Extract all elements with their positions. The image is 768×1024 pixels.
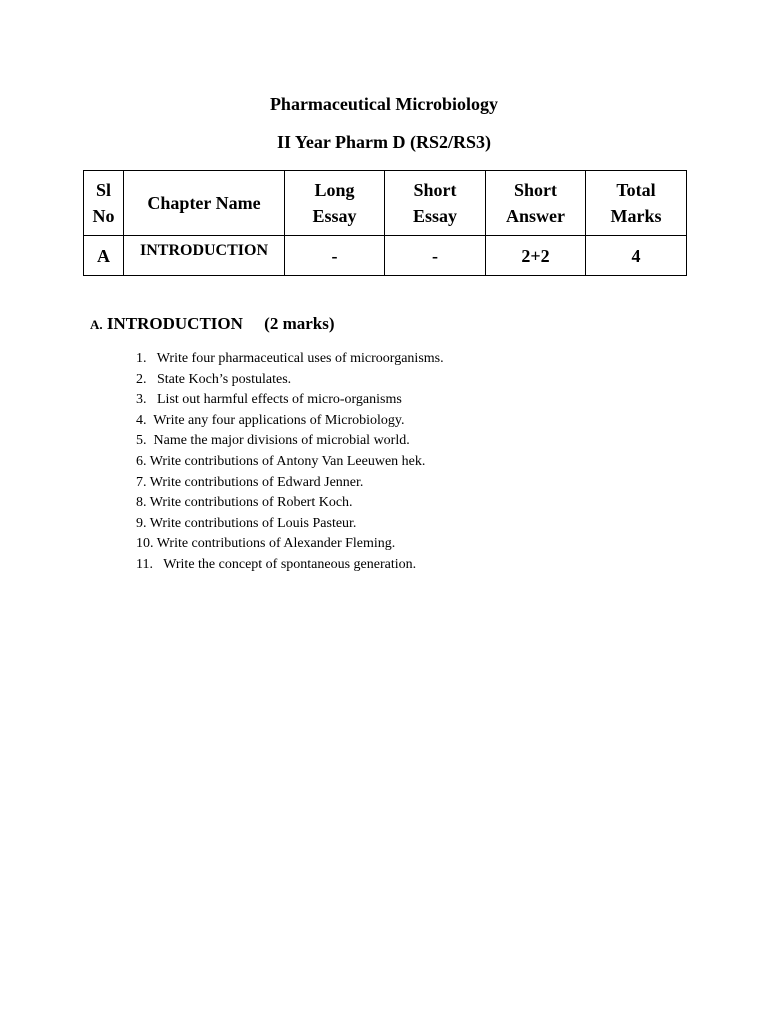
header-sl-no: [84, 171, 124, 236]
header-chapter-name: [124, 171, 285, 236]
list-item: 3. List out harmful effects of micro-organisms: [136, 392, 402, 408]
header-short-answer-text: Short Answer: [506, 180, 565, 226]
header-long-essay-text: Long Essay: [312, 180, 357, 226]
table-row: [84, 236, 687, 276]
cell-short-essay: -: [385, 236, 486, 276]
table-header-row: [84, 171, 687, 236]
list-item: 6. Write contributions of Antony Van Leeuwen hek.: [136, 453, 426, 469]
header-short-answer: [486, 171, 586, 236]
section-marks: (2 marks): [264, 314, 335, 333]
list-item: 9. Write contributions of Louis Pasteur.: [136, 515, 357, 531]
header-short-essay: [385, 171, 486, 236]
question-list: [136, 349, 444, 576]
list-item: 7. Write contributions of Edward Jenner.: [136, 474, 364, 490]
list-item: 10. Write contributions of Alexander Fleming.: [136, 536, 396, 552]
section-title: INTRODUCTION: [106, 314, 243, 333]
cell-chapter-name: INTRODUCTION: [124, 236, 285, 276]
cell-short-answer: 2+2: [486, 236, 586, 276]
list-item: 11. Write the concept of spontaneous generation.: [136, 556, 417, 572]
list-item: 1. Write four pharmaceutical uses of microorganisms.: [136, 351, 444, 366]
cell-sl-no: A: [84, 236, 124, 276]
header-total-marks: [586, 171, 687, 236]
header-total-marks-text: Total Marks: [610, 180, 662, 226]
list-item: 2. State Koch’s postulates.: [136, 371, 292, 387]
header-chapter-name-text: Chapter Name: [147, 193, 261, 213]
cell-long-essay: -: [285, 236, 385, 276]
marks-table: [83, 170, 687, 276]
section-letter: A.: [90, 317, 103, 332]
document-title: Pharmaceutical Microbiology: [269, 94, 499, 114]
section-heading: [90, 314, 335, 334]
header-sl-no-text: Sl No: [92, 180, 115, 226]
header-long-essay: [285, 171, 385, 236]
header-short-essay-text: Short Essay: [412, 180, 457, 226]
document-subtitle: II Year Pharm D (RS2/RS3): [277, 132, 491, 152]
list-item: 8. Write contributions of Robert Koch.: [136, 495, 353, 511]
cell-total-marks: 4: [586, 236, 687, 276]
list-item: 4. Write any four applications of Microbiology.: [136, 412, 405, 428]
list-item: 5. Name the major divisions of microbial world.: [136, 433, 410, 449]
